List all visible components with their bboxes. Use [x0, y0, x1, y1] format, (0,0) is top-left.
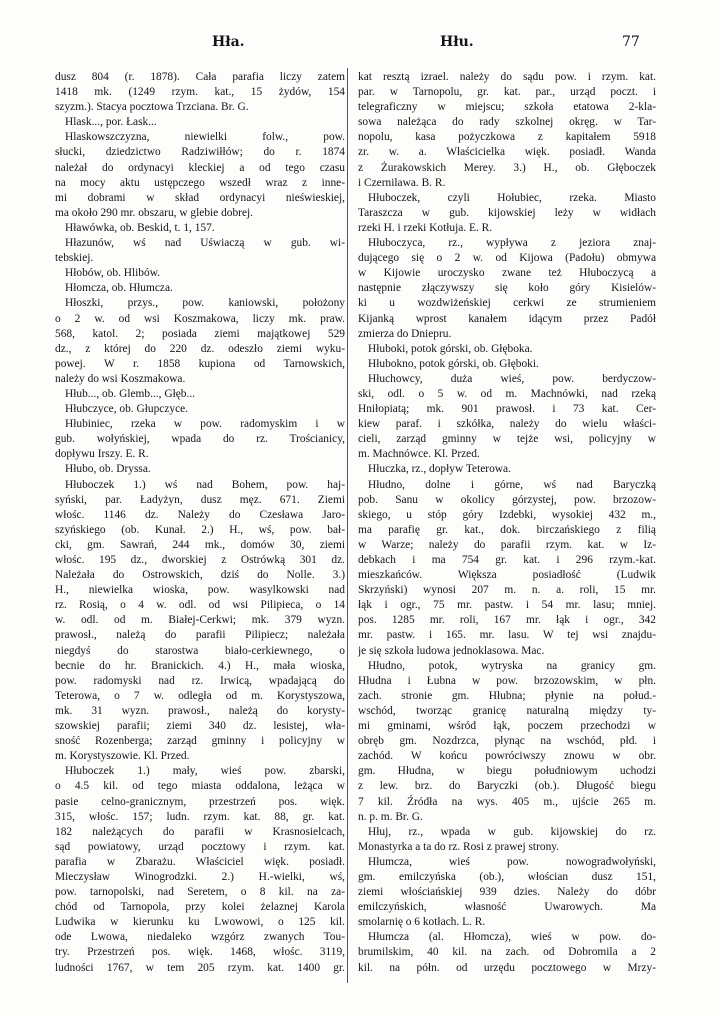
text-line: dopływu Irszy. E. R.: [55, 448, 149, 461]
text-line: gub. wołyńskiej, wpada do rz. Trościanicy,: [55, 433, 345, 446]
text-line: zach. stronie gm. Hłubna; płynie na połud.-: [358, 689, 656, 702]
text-line: zmierza do Dniepru.: [358, 327, 452, 340]
right-running-title: Hłu.: [440, 34, 474, 50]
text-line: Ludwika w kierunku ku Lwowowi, o 125 kil.: [55, 916, 345, 929]
text-line: obręb gm. Nozdrzca, płynąc na wschód, płd. i: [358, 735, 656, 748]
text-line: Skrzyński) wynosi 207 m. n. a. roli, 15 mr.: [358, 584, 656, 597]
text-line: w Kijowie uroczysko zwane też Hłuboczycą a: [358, 267, 656, 280]
text-line: Hłuboczek 1.) mały, wieś pow. zbarski,: [65, 765, 345, 778]
text-line: Hłubo, ob. Dryssa.: [65, 463, 151, 476]
text-line: telegraficzny w miejscu; szkoła etatowa 2-kla-: [358, 101, 656, 114]
text-line: 182 należących do parafii w Krasnosielcach,: [55, 825, 345, 838]
text-line: mr. pastw. i 165. mr. lasu. W tej wsi znajdu-: [358, 629, 656, 642]
text-line: mieszkańców. Większa posiadłość (Ludwik: [358, 569, 656, 582]
running-header: [0, 34, 720, 54]
text-line: ski, odl. o 5 w. od m. Machnówki, nad rzeką: [358, 387, 656, 400]
text-line: należy do wsi Koszmakowa.: [55, 372, 186, 385]
text-line: Hłudno, potok, wytryska na granicy gm.: [368, 659, 656, 672]
text-line: 7 kil. Źródła na wys. 405 m., ujście 265 m.: [358, 795, 656, 808]
text-line: wschód, tworząc granicę naturalną między ty-: [358, 704, 656, 717]
text-line: łąk i ogr., 75 mr. pastw. i 54 mr. lasu; mniej.: [358, 599, 656, 612]
text-line: pasie celno-granicznym, przestrzeń pos. więk.: [55, 795, 345, 808]
text-line: z lew. brz. do Baryczki (ob.). Długość biegu: [358, 780, 656, 793]
text-line: rz. Rosią, o 4 w. odl. od wsi Pilipieca, o 14: [55, 599, 345, 612]
text-line: o 2 w. od wsi Koszmakowa, liczy mk. praw.: [55, 312, 345, 325]
text-line: Hlaskowszczyzna, niewielki folw., pow.: [65, 131, 345, 144]
text-line: prawosł., należą do parafii Pilipiecz; należała: [55, 629, 345, 642]
text-line: Hłuchowcy, duża wieś, pow. berdyczow-: [368, 372, 656, 385]
text-line: szyzm.). Stacya pocztowa Trzciana. Br. G.: [55, 101, 249, 114]
text-line: ziemi włościańskiej 939 dzies. Należy do dóbr: [358, 886, 656, 899]
text-line: Hłumcza (al. Hłomcza), wieś w pow. do-: [368, 931, 656, 944]
text-line: Hłazunów, wś nad Uświaczą w gub. wi-: [65, 237, 345, 250]
text-line: szyńskiego (ob. Kunał. 2.) H., wś, pow. bał-: [55, 523, 345, 536]
text-line: Hłoszki, przys., pow. kaniowski, położony: [65, 297, 345, 310]
text-line: Hłubiniec, rzeka w pow. radomyskim i w: [65, 418, 345, 431]
text-line: Mieczysław Winogrodzki. 2.) H.-wielki, wś,: [55, 870, 345, 883]
text-line: n. p. m. Br. G.: [358, 810, 423, 823]
text-line: syński, par. Ładyżyn, dusz męz. 671. Ziemi: [55, 493, 345, 506]
text-line: dującego się o 2 w. od Kijowa (Padołu) obmywa: [358, 252, 656, 265]
text-line: sowa należąca do rady szkolnej okręg. w Tar-: [358, 116, 656, 129]
text-line: Hłuczka, rz., dopływ Teterowa.: [368, 463, 511, 476]
text-line: try. Przestrzeń pos. więk. 1468, włośc. 3119,: [55, 946, 345, 959]
text-line: becnie do hr. Branickich. 4.) H., mała wioska,: [55, 659, 345, 672]
text-line: Należała do Ostrowskich, dziś do Nolle. 3.): [55, 569, 345, 582]
text-line: w. odl. od m. Białej-Cerkwi; mk. 379 wyzn.: [55, 614, 345, 627]
text-line: ludności 1767, w tem 205 rzym. kat. 1400 gr.: [55, 961, 345, 974]
text-line: Hlask..., por. Łask...: [65, 116, 157, 129]
text-line: cki, gm. Sawrań, 244 mk., domów 30, ziemi: [55, 538, 345, 551]
text-line: m. Machnówce. Kl. Przed.: [358, 448, 480, 461]
column-divider: [347, 68, 348, 983]
text-line: ode Lwowa, niedaleko wzgórz zwanych Tou-: [55, 931, 345, 944]
left-running-title: Hła.: [212, 34, 245, 50]
text-line: tebskiej.: [55, 252, 94, 265]
text-line: z Żurakowskich Merey. 3.) H., ob. Głęboczek: [358, 161, 656, 174]
text-line: pob. Sanu w okolicy górzystej, pow. brzozow-: [358, 493, 656, 506]
text-line: na mocy aktu ustępczego wszedł wraz z inne-: [55, 176, 345, 189]
text-line: pow. radomyski nad rz. Irwicą, wpadającą do: [55, 674, 345, 687]
text-line: Hłub..., ob. Glemb..., Głęb...: [65, 387, 196, 400]
text-line: mk. 31 wyzn. prawosł., należą do korysty-: [55, 704, 345, 717]
text-line: powej. W r. 1858 kupiona od Tarnowskich,: [55, 357, 345, 370]
text-line: smolarnię o 6 kotłach. L. R.: [358, 916, 486, 929]
text-line: 1418 mk. (1249 rzym. kat., 15 żydów, 154: [55, 86, 345, 99]
text-line: kiew paraf. i szkółka, należy do wielu właści-: [358, 418, 656, 431]
text-line: i Czernilawa. B. R.: [358, 176, 446, 189]
text-line: niegdyś do starostwa biało-cerkiewnego, o: [55, 644, 345, 657]
left-text-column: [55, 70, 345, 976]
text-line: mi gminami, wśród łąk, poczem przechodzi w: [358, 720, 656, 733]
text-line: m. Korystyszowie. Kl. Przed.: [55, 750, 190, 763]
text-line: brumilskim, 40 kil. na zach. od Dobromila a 2: [358, 946, 656, 959]
text-line: sność Rozenberga; zarząd gminny i policyjny w: [55, 735, 345, 748]
text-line: Hłobów, ob. Hlibów.: [65, 267, 161, 280]
text-line: Hłuboki, potok górski, ob. Głęboka.: [368, 342, 533, 355]
text-line: skiego, u stóp góry Izdebki, wysokiej 432 m.,: [358, 508, 656, 521]
page-number: 77: [622, 34, 640, 50]
text-line: 568, katol. 2; posiada ziemi majątkowej 529: [55, 327, 345, 340]
text-line: Taraszcza w gub. kijowskiej leży w widłach: [358, 206, 656, 219]
text-line: Hłuboczyca, rz., wypływa z jeziora znaj-: [368, 237, 656, 250]
text-line: o 4.5 kil. od tego miasta oddalona, leżąca w: [55, 780, 345, 793]
text-line: gm. Hłudna, w biegu południowym uchodzi: [358, 765, 656, 778]
text-line: dusz 804 (r. 1878). Cała parafia liczy zatem: [55, 71, 345, 83]
text-line: Hłuboczek, czyli Hołubiec, rzeka. Miasto: [368, 191, 656, 204]
text-line: pos. 1285 mr. roli, 167 mr. łąk i ogr., 342: [358, 614, 656, 627]
text-line: pow. tarnopolski, nad Seretem, o 8 kil. na za-: [55, 886, 345, 899]
text-line: Hłomcza, ob. Hłumcza.: [65, 282, 173, 295]
text-line: szowskiej parafii; ziemi 340 dz. lesistej, wła-: [55, 720, 345, 733]
text-line: mi dobrami w skład ordynacyi nieświeskiej,: [55, 191, 345, 204]
text-line: Hłubczyce, ob. Głupczyce.: [65, 403, 189, 416]
text-line: włośc. 195 dz., dworskiej z Ostrówką 301 dz.: [55, 554, 345, 566]
text-line: cieli, zarząd gminny w tejże wsi, policyjny w: [358, 433, 656, 446]
text-line: ki u wozdwiżeńskiej cerkwi ze strumieniem: [358, 297, 656, 310]
text-line: ma około 290 mr. obszaru, w glebie dobrej.: [55, 206, 254, 219]
text-line: 315, włośc. 157; ludn. rzym. kat. 88, gr. kat.: [55, 810, 345, 823]
text-line: Teterowa, o 7 w. odległa od m. Korystyszowa,: [55, 689, 345, 702]
text-line: Hłuboczek 1.) wś nad Bohem, pow. haj-: [65, 478, 345, 491]
text-line: słucki, dziedzictwo Radziwiłłów; do r. 1874: [55, 146, 345, 159]
right-text-column: [358, 70, 656, 976]
text-line: zr. w. a. Właścicielka więk. posiadł. Wanda: [358, 146, 656, 159]
text-line: Hłubokno, potok górski, ob. Głęboki.: [368, 357, 539, 370]
text-line: Hłudno, dolne i górne, wś nad Baryczką: [368, 478, 656, 491]
text-line: Hłuj, rz., wpada w gub. kijowskiej do rz.: [368, 825, 656, 838]
text-line: Hławówka, ob. Beskid, t. 1, 157.: [65, 221, 215, 234]
text-line: Kijanką wprost kanałem idącym przez Padół: [358, 312, 656, 325]
text-line: H., niewielka wioska, pow. wasylkowski nad: [55, 584, 345, 597]
text-line: chód od Tarnopola, przy kolei żelaznej Karola: [55, 901, 345, 914]
text-line: kil. na półn. od urzędu pocztowego w Mrzy-: [358, 961, 656, 974]
text-line: włośc. 1146 dz. Należy do Czesława Jaro-: [55, 508, 345, 521]
text-line: nopolu, kasa pożyczkowa z kapitałem 5918: [358, 131, 656, 144]
text-line: w Warze; należy do parafii rzym. kat. w Iz-: [358, 538, 656, 551]
text-line: Hłumcza, wieś pow. nowogradwołyński,: [368, 855, 656, 868]
text-line: kat resztą izrael. należy do sądu pow. i rzym. kat.: [358, 71, 656, 83]
text-line: Hniłopiatą; mk. 901 prawosł. i 73 kat. Cer-: [358, 403, 656, 416]
text-line: Monastyrka a ta do rz. Rosi z prawej strony.: [358, 840, 560, 853]
text-line: debkach i ma 754 gr. kat. i 296 rzym.-kat.: [358, 554, 656, 566]
text-line: parafia w Zbarażu. Właściciel więk. posiadł.: [55, 855, 345, 868]
text-line: par. w Tarnopolu, gr. kat. par., urząd poczt. i: [358, 86, 656, 99]
text-line: należał do ordynacyi kleckiej a od tego czasu: [55, 161, 345, 174]
text-line: sąd powiatowy, urząd pocztowy i rzym. kat.: [55, 840, 345, 853]
text-line: emilczyńskich, własność Uwarowych. Ma: [358, 901, 656, 914]
text-line: dz., z której do 220 dz. odeszło ziemi wyku-: [55, 342, 345, 355]
text-line: je się szkoła ludowa jednoklasowa. Mac.: [358, 644, 545, 657]
text-line: ma parafię gr. kat., dok. birczańskiego z filią: [358, 523, 656, 536]
text-line: rzeki H. i rzeki Kotłuja. E. R.: [358, 221, 493, 234]
text-line: zachód. W końcu powróciwszy znowu w obr.: [358, 750, 656, 763]
text-line: gm. emilczyńska (ob.), włościan dusz 151,: [358, 870, 656, 883]
text-line: Hłudna i Łubna w pow. brzozowskim, w płn.: [358, 674, 656, 687]
text-line: następnie złączywszy się koło góry Kisielów-: [358, 282, 656, 295]
